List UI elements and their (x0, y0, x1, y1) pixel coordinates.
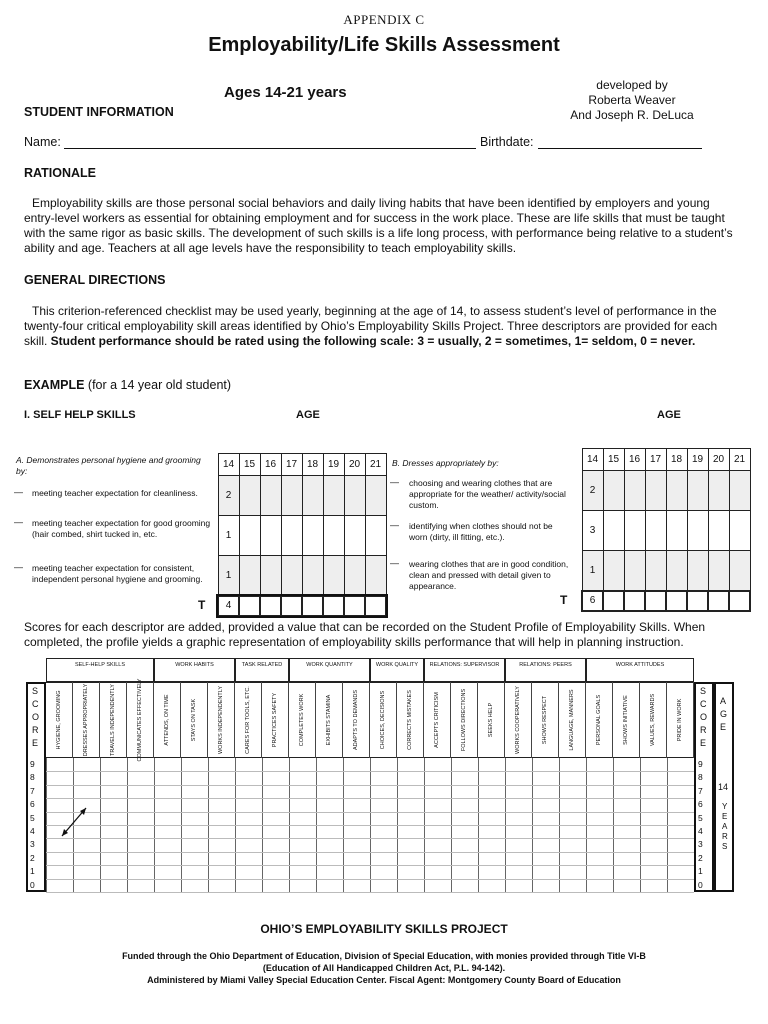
profile-skill-header (397, 682, 424, 758)
student-info-heading: STUDENT INFORMATION (24, 105, 174, 119)
profile-group-header: WORK QUANTITY (289, 658, 370, 682)
rationale-heading: RATIONALE (24, 166, 96, 180)
profile-skill-label: CARES FOR TOOLS, ETC. (245, 686, 251, 754)
profile-skill-header (73, 682, 100, 758)
score-letter-right: O (700, 712, 708, 722)
profile-skill-label: WORKS INDEPENDENTLY (218, 685, 224, 755)
example-arrow-icon (58, 802, 98, 842)
profile-skill-label: ACCEPTS CRITICISM (434, 692, 440, 748)
profile-skill-label: CORRECTS MISTAKES (407, 690, 413, 750)
footer-line-3: Administered by Miami Valley Special Education Center. Fiscal Agent: Montgomery County Board of Education (147, 975, 621, 985)
score-letter-left: E (32, 738, 39, 748)
score-cell[interactable]: 1 (582, 551, 603, 591)
profile-row-line (46, 865, 694, 866)
profile-skill-header (532, 682, 559, 758)
scale-label-left: 0 (30, 879, 35, 890)
scale-label-right: 0 (698, 879, 703, 890)
years-letter: A (722, 822, 728, 831)
author-1: Roberta Weaver (588, 93, 676, 107)
example-label: EXAMPLE (24, 378, 85, 392)
dash: — (390, 477, 399, 487)
scale-label-right: 4 (698, 826, 703, 836)
profile-skill-header (505, 682, 532, 758)
score-letter-right: S (700, 686, 707, 696)
profile-skill-header (154, 682, 181, 758)
profile-skill-label: TRAVELS INDEPENDENTLY (110, 684, 116, 756)
profile-skill-header (370, 682, 397, 758)
rationale-text: Employability skills are those personal social behaviors and daily living habits that have been identified by employers and young entry-level workers as essential for obtaining employment and for success in the work place. These are life skills that must be taught with the same rigor as basic skills. The development of such skills is a life long process, with performance being relative to a student’s ability and age. Teachers at all age levels have the responsibility to teach employability skills. (24, 196, 733, 255)
birthdate-label: Birthdate: (480, 135, 534, 149)
profile-skill-label: COMMUNICATES EFFECTIVELY (137, 678, 143, 762)
scale-label-right: 5 (698, 812, 703, 823)
scale-label-right: 1 (698, 866, 703, 877)
author-2: And Joseph R. DeLuca (570, 108, 694, 122)
age-cell: 17 (645, 449, 666, 471)
age-cell: 14 (582, 449, 603, 471)
profile-skill-label: PRACTICES SAFETY (272, 692, 278, 748)
profile-group-header: RELATIONS: SUPERVISOR (424, 658, 505, 682)
profile-skill-label: FOLLOWS DIRECTIONS (461, 688, 467, 752)
profile-skill-header (289, 682, 316, 758)
profile-skill-header (478, 682, 505, 758)
footer-funding (0, 950, 768, 986)
scale-label-left: 2 (30, 852, 35, 863)
scale-label-right: 7 (698, 785, 703, 796)
years-letter: Y (722, 802, 728, 811)
profile-skill-header (100, 682, 127, 758)
profile-skill-label: STAYS ON TASK (191, 698, 197, 742)
age-label-b: AGE (657, 409, 681, 421)
profile-group-header: WORK HABITS (154, 658, 235, 682)
age-cell: 16 (624, 449, 645, 471)
age-cell: 15 (603, 449, 624, 471)
profile-skill-label: VALUES, REWARDS (650, 693, 656, 747)
student-profile-chart (26, 662, 734, 892)
age-letter: E (720, 722, 727, 732)
profile-skill-label: PRIDE IN WORK (677, 698, 683, 742)
profile-skill-label: COMPLETES WORK (299, 693, 305, 747)
age-cell: 14 (218, 454, 239, 476)
profile-skill-label: SHOWS RESPECT (542, 695, 548, 745)
profile-skill-label: WORKS COOPERATIVELY (515, 686, 521, 754)
profile-skill-label: EXHIBITS STAMINA (326, 694, 332, 746)
scale-label-left: 5 (30, 812, 35, 823)
profile-group-header: RELATIONS: PEERS (505, 658, 586, 682)
profile-skill-label: SEEKS HELP (488, 702, 494, 738)
total-cell[interactable]: 6 (582, 591, 603, 611)
skill-b-item-2: identifying when clothes should not be worn (dirty, ill fitting, etc.). (409, 521, 553, 542)
score-letter-left: O (32, 712, 40, 722)
score-cell[interactable]: 2 (218, 476, 239, 516)
directions-text (24, 304, 738, 349)
age-cell: 16 (260, 454, 281, 476)
profile-row-line (46, 798, 694, 799)
profile-row-line (46, 838, 694, 839)
scale-label-left: 8 (30, 772, 35, 783)
profile-skill-label: HYGIENE, GROOMING (56, 690, 62, 750)
profile-group-header: SELF-HELP SKILLS (46, 658, 154, 682)
profile-skill-label: ATTENDS, ON TIME (164, 694, 170, 746)
years-letter: E (722, 812, 728, 821)
profile-group-header: WORK ATTITUDES (586, 658, 694, 682)
scale-label-left: 6 (30, 799, 35, 810)
score-letter-left: C (32, 699, 39, 709)
score-letter-right: C (700, 699, 707, 709)
profile-skill-header (235, 682, 262, 758)
profile-skill-header (46, 682, 73, 758)
profile-skill-header (640, 682, 667, 758)
rating-scale: Student performance should be rated using the following scale: 3 = usually, 2 = sometimes, 1= seldom, 0 = never. (50, 334, 696, 348)
age-cell: 19 (687, 449, 708, 471)
scale-label-left: 4 (30, 826, 35, 836)
dash: — (14, 487, 23, 497)
profile-skill-header (559, 682, 586, 758)
skill-a-item-2: meeting teacher expectation for good grooming (hair combed, shirt tucked in, etc. (32, 518, 211, 539)
score-letter-left: S (32, 686, 39, 696)
profile-row-line (46, 879, 694, 880)
total-label-b: T (560, 593, 568, 607)
scale-label-right: 3 (698, 839, 703, 850)
profile-skill-header (424, 682, 451, 758)
profile-skill-label: SHOWS INITIATIVE (623, 695, 629, 745)
footer-line-1: Funded through the Ohio Department of Education, Division of Special Education, with monies provided through Title VI-B (122, 951, 646, 961)
age-cell: 21 (729, 449, 750, 471)
footer-title: OHIO’S EMPLOYABILITY SKILLS PROJECT (260, 922, 508, 936)
score-letter-left: R (32, 725, 39, 735)
age-cell: 15 (239, 454, 260, 476)
document-title: Employability/Life Skills Assessment (208, 34, 560, 56)
directions-body: This criterion-referenced checklist may be used yearly, beginning at the age of 14, to assess student’s level of performance in the twenty-four critical employability skill areas identified by Ohio’s Employability Skills Project. Three descriptors are provided for each skill. (24, 304, 718, 348)
age-label-a: AGE (296, 409, 320, 421)
scale-label-left: 7 (30, 785, 35, 796)
scale-label-left: 1 (30, 866, 35, 877)
age-value: 14 (718, 782, 729, 792)
profile-skill-header (613, 682, 640, 758)
total-cell[interactable]: 4 (218, 596, 239, 616)
profile-skill-label: ADAPTS TO DEMANDS (353, 689, 359, 751)
dash: — (14, 517, 23, 527)
profile-row-line (46, 785, 694, 786)
age-letter: A (720, 696, 727, 706)
directions-heading: GENERAL DIRECTIONS (24, 273, 166, 287)
dash: — (14, 562, 23, 572)
age-cell: 20 (344, 454, 365, 476)
score-letter-right: E (700, 738, 707, 748)
ages-range: Ages 14-21 years (224, 84, 347, 101)
age-cell: 18 (666, 449, 687, 471)
profile-skill-label: PERSONAL GOALS (596, 694, 602, 746)
scale-label-right: 6 (698, 799, 703, 810)
example-heading (24, 378, 231, 392)
skill-b-title: B. Dresses appropriately by: (392, 458, 499, 468)
profile-skill-header (586, 682, 613, 758)
profile-skill-header (667, 682, 694, 758)
total-label-a: T (198, 598, 206, 612)
profile-skill-header (262, 682, 289, 758)
profile-row-line (46, 892, 694, 893)
skill-a-item-1: meeting teacher expectation for cleanliness. (32, 488, 198, 498)
dash: — (390, 520, 399, 530)
footer-line-2: (Education of All Handicapped Children Act, P.L. 94-142). (262, 963, 506, 973)
profile-row-line (46, 812, 694, 813)
skill-a-item-3: meeting teacher expectation for consistent, independent personal hygiene and grooming. (32, 563, 203, 584)
skill-b-item-1: choosing and wearing clothes that are appropriate for the weather/ activity/social custom. (409, 478, 566, 510)
years-letter: R (722, 832, 728, 841)
age-letter: G (720, 709, 728, 719)
profile-skill-label: CHOICES, DECISIONS (380, 690, 386, 750)
age-cell: 19 (323, 454, 344, 476)
profile-skill-header (316, 682, 343, 758)
profile-row-line (46, 852, 694, 853)
score-letter-right: R (700, 725, 707, 735)
age-grid-a (217, 453, 387, 617)
name-field[interactable] (64, 148, 476, 149)
scale-label-right: 9 (698, 759, 703, 769)
profile-skill-header (208, 682, 235, 758)
age-cell: 18 (302, 454, 323, 476)
birthdate-field[interactable] (538, 148, 702, 149)
age-grid-b (581, 448, 751, 612)
scores-note: Scores for each descriptor are added, provided a value that can be recorded on the Student Profile of Employability Skills. When completed, the profile yields a graphic representation of employability skills performance that will help in planning instruction. (24, 620, 706, 649)
dash: — (390, 558, 399, 568)
appendix-label: APPENDIX C (343, 12, 425, 27)
score-cell[interactable]: 1 (218, 556, 239, 596)
section-self-help: I. SELF HELP SKILLS (24, 409, 136, 421)
age-cell: 21 (365, 454, 386, 476)
scale-label-left: 3 (30, 839, 35, 850)
age-cell: 17 (281, 454, 302, 476)
score-cell[interactable]: 2 (582, 471, 603, 511)
score-cell[interactable]: 3 (582, 511, 603, 551)
profile-row-line (46, 771, 694, 772)
profile-row-line (46, 825, 694, 826)
scale-label-right: 8 (698, 772, 703, 783)
profile-skill-header (181, 682, 208, 758)
score-cell[interactable]: 1 (218, 516, 239, 556)
scale-label-left: 9 (30, 759, 35, 769)
age-cell: 20 (708, 449, 729, 471)
authors (562, 78, 702, 123)
profile-skill-header (127, 678, 154, 762)
example-note: (for a 14 year old student) (84, 378, 232, 392)
profile-group-header: TASK RELATED (235, 658, 289, 682)
profile-skill-header (451, 682, 478, 758)
skill-b-item-3: wearing clothes that are in good condition, clean and pressed with detail given to appearance. (409, 559, 569, 591)
name-label: Name: (24, 135, 61, 149)
profile-skill-label: LANGUAGE, MANNERS (569, 689, 575, 751)
profile-skill-label: DRESSES APPROPRIATELY (83, 683, 89, 757)
profile-skill-header (343, 682, 370, 758)
developed-by: developed by (596, 78, 668, 92)
skill-a-title: A. Demonstrates personal hygiene and grooming by: (16, 455, 201, 476)
years-letter: S (722, 842, 728, 851)
profile-group-header: WORK QUALITY (370, 658, 424, 682)
scale-label-right: 2 (698, 852, 703, 863)
